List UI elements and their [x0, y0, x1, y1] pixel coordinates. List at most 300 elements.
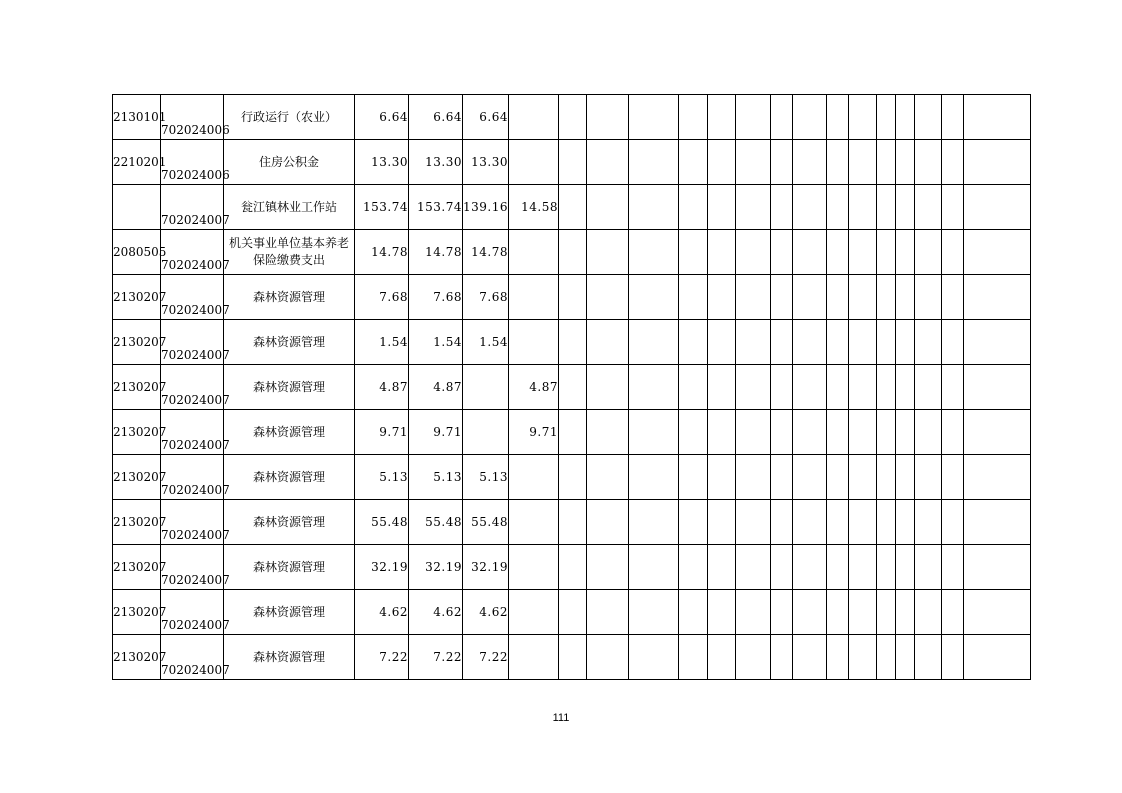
empty-cell — [827, 500, 849, 545]
item-name-cell: 森林资源管理 — [224, 545, 355, 590]
empty-cell — [827, 590, 849, 635]
item-name-cell: 机关事业单位基本养老保险缴费支出 — [224, 230, 355, 275]
empty-cell — [708, 410, 736, 455]
empty-cell — [559, 95, 587, 140]
basic-expenditure-cell: 139.16 — [463, 185, 509, 230]
empty-cell — [708, 230, 736, 275]
empty-cell — [896, 320, 915, 365]
total-amount-cell: 6.64 — [355, 95, 409, 140]
empty-cell — [942, 230, 964, 275]
subtotal-amount-cell: 13.30 — [409, 140, 463, 185]
empty-cell — [793, 410, 827, 455]
empty-cell — [896, 410, 915, 455]
empty-cell — [587, 455, 629, 500]
empty-cell — [915, 590, 942, 635]
project-expenditure-cell — [509, 140, 559, 185]
empty-cell — [896, 140, 915, 185]
empty-cell — [896, 95, 915, 140]
table-row — [113, 185, 1031, 230]
basic-expenditure-cell: 13.30 — [463, 140, 509, 185]
empty-cell — [793, 590, 827, 635]
basic-expenditure-cell: 6.64 — [463, 95, 509, 140]
total-amount-cell: 32.19 — [355, 545, 409, 590]
empty-cell — [559, 140, 587, 185]
empty-cell — [793, 635, 827, 680]
empty-cell — [849, 275, 877, 320]
function-code-cell: 2130207 — [113, 635, 161, 680]
empty-cell — [679, 545, 708, 590]
empty-cell — [964, 455, 1031, 500]
empty-cell — [708, 275, 736, 320]
empty-cell — [559, 275, 587, 320]
function-code-cell — [113, 185, 161, 230]
table-row — [113, 410, 1031, 455]
empty-cell — [793, 320, 827, 365]
total-amount-cell: 1.54 — [355, 320, 409, 365]
project-expenditure-cell — [509, 275, 559, 320]
empty-cell — [877, 230, 896, 275]
empty-cell — [771, 410, 793, 455]
empty-cell — [964, 500, 1031, 545]
empty-cell — [877, 365, 896, 410]
empty-cell — [915, 275, 942, 320]
empty-cell — [915, 545, 942, 590]
table-row — [113, 590, 1031, 635]
table-row — [113, 500, 1031, 545]
empty-cell — [915, 365, 942, 410]
unit-code-cell: 702024007 — [161, 590, 224, 635]
item-name-cell: 森林资源管理 — [224, 410, 355, 455]
unit-code-cell: 702024006 — [161, 140, 224, 185]
empty-cell — [629, 500, 679, 545]
empty-cell — [559, 545, 587, 590]
empty-cell — [849, 455, 877, 500]
empty-cell — [708, 140, 736, 185]
basic-expenditure-cell: 5.13 — [463, 455, 509, 500]
empty-cell — [629, 410, 679, 455]
table-row — [113, 275, 1031, 320]
empty-cell — [736, 590, 771, 635]
empty-cell — [827, 545, 849, 590]
empty-cell — [771, 185, 793, 230]
subtotal-amount-cell: 55.48 — [409, 500, 463, 545]
empty-cell — [559, 635, 587, 680]
empty-cell — [629, 140, 679, 185]
empty-cell — [964, 410, 1031, 455]
empty-cell — [896, 275, 915, 320]
unit-code-cell: 702024007 — [161, 410, 224, 455]
empty-cell — [708, 635, 736, 680]
unit-code-cell: 702024007 — [161, 455, 224, 500]
empty-cell — [964, 545, 1031, 590]
empty-cell — [771, 455, 793, 500]
empty-cell — [559, 230, 587, 275]
item-name-cell: 住房公积金 — [224, 140, 355, 185]
empty-cell — [771, 365, 793, 410]
empty-cell — [629, 95, 679, 140]
table-row — [113, 230, 1031, 275]
subtotal-amount-cell: 7.68 — [409, 275, 463, 320]
empty-cell — [793, 365, 827, 410]
empty-cell — [827, 455, 849, 500]
empty-cell — [587, 95, 629, 140]
basic-expenditure-cell: 55.48 — [463, 500, 509, 545]
unit-code-cell: 702024007 — [161, 320, 224, 365]
empty-cell — [896, 185, 915, 230]
empty-cell — [793, 185, 827, 230]
table-row — [113, 140, 1031, 185]
empty-cell — [708, 590, 736, 635]
empty-cell — [942, 500, 964, 545]
empty-cell — [679, 320, 708, 365]
empty-cell — [708, 545, 736, 590]
empty-cell — [679, 95, 708, 140]
total-amount-cell: 5.13 — [355, 455, 409, 500]
subtotal-amount-cell: 5.13 — [409, 455, 463, 500]
table-row — [113, 320, 1031, 365]
function-code-cell: 2130207 — [113, 410, 161, 455]
function-code-cell: 2130207 — [113, 500, 161, 545]
empty-cell — [708, 365, 736, 410]
function-code-cell: 2130207 — [113, 590, 161, 635]
subtotal-amount-cell: 4.87 — [409, 365, 463, 410]
empty-cell — [708, 95, 736, 140]
unit-code-cell: 702024007 — [161, 230, 224, 275]
subtotal-amount-cell: 1.54 — [409, 320, 463, 365]
empty-cell — [629, 635, 679, 680]
empty-cell — [708, 185, 736, 230]
empty-cell — [915, 410, 942, 455]
unit-code-cell: 702024007 — [161, 365, 224, 410]
empty-cell — [877, 545, 896, 590]
empty-cell — [736, 455, 771, 500]
empty-cell — [736, 500, 771, 545]
empty-cell — [896, 365, 915, 410]
item-name-cell: 森林资源管理 — [224, 455, 355, 500]
empty-cell — [559, 320, 587, 365]
project-expenditure-cell — [509, 230, 559, 275]
empty-cell — [915, 95, 942, 140]
empty-cell — [849, 590, 877, 635]
project-expenditure-cell — [509, 635, 559, 680]
subtotal-amount-cell: 14.78 — [409, 230, 463, 275]
table-row — [113, 455, 1031, 500]
empty-cell — [896, 455, 915, 500]
empty-cell — [793, 500, 827, 545]
empty-cell — [827, 410, 849, 455]
unit-code-cell: 702024007 — [161, 185, 224, 230]
unit-code-cell: 702024007 — [161, 635, 224, 680]
total-amount-cell: 13.30 — [355, 140, 409, 185]
empty-cell — [679, 230, 708, 275]
empty-cell — [877, 185, 896, 230]
total-amount-cell: 7.22 — [355, 635, 409, 680]
empty-cell — [587, 230, 629, 275]
empty-cell — [629, 545, 679, 590]
project-expenditure-cell: 14.58 — [509, 185, 559, 230]
empty-cell — [771, 500, 793, 545]
subtotal-amount-cell: 153.74 — [409, 185, 463, 230]
empty-cell — [877, 635, 896, 680]
empty-cell — [679, 140, 708, 185]
empty-cell — [942, 185, 964, 230]
item-name-cell: 森林资源管理 — [224, 635, 355, 680]
empty-cell — [877, 500, 896, 545]
subtotal-amount-cell: 6.64 — [409, 95, 463, 140]
empty-cell — [736, 95, 771, 140]
empty-cell — [877, 275, 896, 320]
empty-cell — [915, 140, 942, 185]
empty-cell — [736, 275, 771, 320]
empty-cell — [942, 95, 964, 140]
item-name-cell: 行政运行（农业） — [224, 95, 355, 140]
empty-cell — [771, 275, 793, 320]
empty-cell — [942, 320, 964, 365]
basic-expenditure-cell: 32.19 — [463, 545, 509, 590]
empty-cell — [849, 95, 877, 140]
empty-cell — [629, 455, 679, 500]
empty-cell — [559, 410, 587, 455]
empty-cell — [629, 590, 679, 635]
empty-cell — [587, 320, 629, 365]
basic-expenditure-cell: 7.68 — [463, 275, 509, 320]
project-expenditure-cell — [509, 545, 559, 590]
empty-cell — [964, 275, 1031, 320]
empty-cell — [793, 140, 827, 185]
subtotal-amount-cell: 9.71 — [409, 410, 463, 455]
table-row — [113, 365, 1031, 410]
item-name-cell: 森林资源管理 — [224, 590, 355, 635]
empty-cell — [559, 500, 587, 545]
project-expenditure-cell — [509, 320, 559, 365]
function-code-cell: 2130207 — [113, 365, 161, 410]
empty-cell — [736, 320, 771, 365]
empty-cell — [849, 500, 877, 545]
empty-cell — [771, 230, 793, 275]
empty-cell — [679, 365, 708, 410]
empty-cell — [849, 185, 877, 230]
project-expenditure-cell — [509, 95, 559, 140]
function-code-cell: 2130207 — [113, 545, 161, 590]
page-number: 111 — [552, 712, 570, 724]
empty-cell — [827, 140, 849, 185]
empty-cell — [587, 410, 629, 455]
empty-cell — [964, 590, 1031, 635]
function-code-cell: 2210201 — [113, 140, 161, 185]
empty-cell — [942, 410, 964, 455]
basic-expenditure-cell — [463, 410, 509, 455]
empty-cell — [587, 365, 629, 410]
empty-cell — [736, 365, 771, 410]
empty-cell — [915, 320, 942, 365]
empty-cell — [629, 320, 679, 365]
empty-cell — [915, 635, 942, 680]
empty-cell — [587, 635, 629, 680]
empty-cell — [629, 185, 679, 230]
empty-cell — [771, 635, 793, 680]
empty-cell — [942, 590, 964, 635]
empty-cell — [736, 185, 771, 230]
empty-cell — [679, 410, 708, 455]
empty-cell — [736, 635, 771, 680]
empty-cell — [771, 545, 793, 590]
empty-cell — [849, 635, 877, 680]
empty-cell — [942, 275, 964, 320]
empty-cell — [587, 500, 629, 545]
empty-cell — [793, 230, 827, 275]
empty-cell — [827, 275, 849, 320]
empty-cell — [942, 140, 964, 185]
empty-cell — [964, 95, 1031, 140]
empty-cell — [793, 95, 827, 140]
function-code-cell: 2080505 — [113, 230, 161, 275]
item-name-cell: 森林资源管理 — [224, 365, 355, 410]
function-code-cell: 2130207 — [113, 455, 161, 500]
empty-cell — [679, 635, 708, 680]
empty-cell — [629, 365, 679, 410]
total-amount-cell: 55.48 — [355, 500, 409, 545]
empty-cell — [793, 545, 827, 590]
table-row — [113, 95, 1031, 140]
empty-cell — [827, 635, 849, 680]
empty-cell — [915, 185, 942, 230]
empty-cell — [629, 230, 679, 275]
empty-cell — [877, 320, 896, 365]
empty-cell — [679, 455, 708, 500]
project-expenditure-cell — [509, 455, 559, 500]
empty-cell — [679, 185, 708, 230]
empty-cell — [559, 455, 587, 500]
empty-cell — [849, 140, 877, 185]
empty-cell — [915, 455, 942, 500]
basic-expenditure-cell: 4.62 — [463, 590, 509, 635]
empty-cell — [877, 455, 896, 500]
empty-cell — [827, 230, 849, 275]
empty-cell — [849, 545, 877, 590]
empty-cell — [896, 590, 915, 635]
unit-code-cell: 702024006 — [161, 95, 224, 140]
empty-cell — [942, 635, 964, 680]
empty-cell — [587, 275, 629, 320]
empty-cell — [736, 545, 771, 590]
total-amount-cell: 14.78 — [355, 230, 409, 275]
empty-cell — [708, 455, 736, 500]
project-expenditure-cell — [509, 500, 559, 545]
project-expenditure-cell: 4.87 — [509, 365, 559, 410]
empty-cell — [587, 590, 629, 635]
empty-cell — [771, 590, 793, 635]
empty-cell — [708, 320, 736, 365]
subtotal-amount-cell: 4.62 — [409, 590, 463, 635]
empty-cell — [896, 635, 915, 680]
empty-cell — [827, 95, 849, 140]
total-amount-cell: 153.74 — [355, 185, 409, 230]
empty-cell — [587, 140, 629, 185]
empty-cell — [708, 500, 736, 545]
basic-expenditure-cell: 14.78 — [463, 230, 509, 275]
empty-cell — [629, 275, 679, 320]
empty-cell — [736, 230, 771, 275]
subtotal-amount-cell: 7.22 — [409, 635, 463, 680]
budget-table — [112, 94, 1031, 680]
empty-cell — [679, 590, 708, 635]
empty-cell — [827, 365, 849, 410]
empty-cell — [877, 140, 896, 185]
empty-cell — [964, 185, 1031, 230]
project-expenditure-cell — [509, 590, 559, 635]
item-name-cell: 森林资源管理 — [224, 320, 355, 365]
total-amount-cell: 4.87 — [355, 365, 409, 410]
empty-cell — [849, 410, 877, 455]
empty-cell — [877, 590, 896, 635]
empty-cell — [849, 320, 877, 365]
empty-cell — [771, 95, 793, 140]
empty-cell — [736, 410, 771, 455]
empty-cell — [827, 320, 849, 365]
total-amount-cell: 7.68 — [355, 275, 409, 320]
total-amount-cell: 9.71 — [355, 410, 409, 455]
empty-cell — [849, 365, 877, 410]
empty-cell — [896, 545, 915, 590]
basic-expenditure-cell: 7.22 — [463, 635, 509, 680]
empty-cell — [896, 500, 915, 545]
function-code-cell: 2130207 — [113, 320, 161, 365]
empty-cell — [942, 455, 964, 500]
empty-cell — [896, 230, 915, 275]
empty-cell — [587, 185, 629, 230]
empty-cell — [964, 230, 1031, 275]
empty-cell — [771, 320, 793, 365]
empty-cell — [964, 635, 1031, 680]
basic-expenditure-cell — [463, 365, 509, 410]
table-row — [113, 635, 1031, 680]
empty-cell — [559, 185, 587, 230]
function-code-cell: 2130101 — [113, 95, 161, 140]
empty-cell — [679, 500, 708, 545]
subtotal-amount-cell: 32.19 — [409, 545, 463, 590]
empty-cell — [559, 365, 587, 410]
empty-cell — [964, 320, 1031, 365]
empty-cell — [559, 590, 587, 635]
empty-cell — [793, 455, 827, 500]
empty-cell — [942, 365, 964, 410]
unit-code-cell: 702024007 — [161, 275, 224, 320]
empty-cell — [679, 275, 708, 320]
empty-cell — [877, 410, 896, 455]
item-name-cell: 森林资源管理 — [224, 275, 355, 320]
unit-code-cell: 702024007 — [161, 500, 224, 545]
unit-code-cell: 702024007 — [161, 545, 224, 590]
empty-cell — [793, 275, 827, 320]
empty-cell — [942, 545, 964, 590]
empty-cell — [877, 95, 896, 140]
empty-cell — [915, 230, 942, 275]
empty-cell — [771, 140, 793, 185]
table-row — [113, 545, 1031, 590]
empty-cell — [849, 230, 877, 275]
item-name-cell: 瓮江镇林业工作站 — [224, 185, 355, 230]
empty-cell — [964, 365, 1031, 410]
empty-cell — [587, 545, 629, 590]
empty-cell — [736, 140, 771, 185]
function-code-cell: 2130207 — [113, 275, 161, 320]
empty-cell — [964, 140, 1031, 185]
total-amount-cell: 4.62 — [355, 590, 409, 635]
table-body — [113, 95, 1031, 680]
empty-cell — [827, 185, 849, 230]
item-name-cell: 森林资源管理 — [224, 500, 355, 545]
empty-cell — [915, 500, 942, 545]
